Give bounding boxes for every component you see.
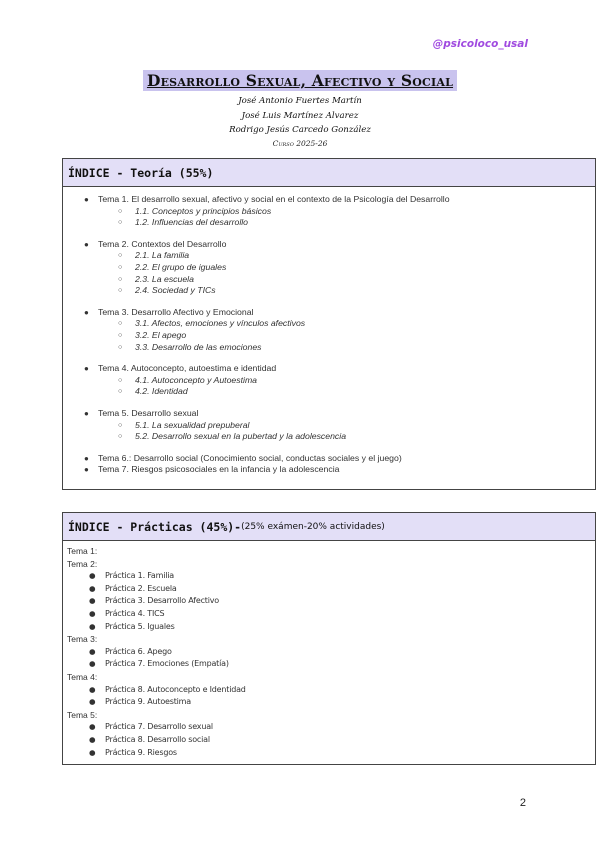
theory-subtopic [63, 250, 595, 262]
theory-subtopic [63, 217, 595, 229]
practice-item [67, 646, 595, 659]
theory-topic [63, 464, 595, 476]
circle-bullet-icon: ○ [118, 320, 123, 328]
theory-topic-list [63, 187, 595, 476]
practice-item [67, 621, 595, 634]
author-name: José Antonio Fuertes Martín [238, 96, 362, 106]
bullet-icon: ● [84, 453, 89, 463]
author-name: José Luis Martínez Alvarez [241, 110, 359, 121]
bullet-icon: ● [84, 195, 89, 204]
circle-bullet-icon: ○ [118, 252, 123, 260]
theory-subtopic-label: 5.1. La sexualidad prepuberal [135, 419, 250, 430]
practice-item-label: Práctica 1. Familia [105, 571, 174, 581]
circle-bullet-icon: ○ [118, 219, 123, 227]
theory-topic [63, 453, 595, 465]
course-year: Curso 2025-26 [272, 138, 328, 148]
practice-item-label: Práctica 8. Desarrollo social [105, 734, 210, 744]
theory-subtopic-label: 3.1. Afectos, emociones y vínculos afectivos [135, 318, 306, 329]
theory-subtopic-label: 1.1. Conceptos y principios básicos [135, 205, 272, 216]
bullet-icon: ● [89, 621, 96, 631]
bullet-icon: ● [89, 646, 96, 656]
theory-topic-label: Tema 2. Contextos del Desarrollo [98, 238, 227, 249]
practice-item-label: Práctica 6. Apego [105, 646, 172, 656]
practice-tema-label: Tema 5: [67, 709, 98, 720]
practice-tema-label: Tema 3: [67, 634, 98, 645]
bullet-icon: ● [84, 408, 89, 418]
bullet-icon: ● [89, 571, 96, 581]
practice-header-title: ÍNDICE - Prácticas (45%)- [68, 519, 242, 534]
page-number: 2 [519, 797, 526, 809]
practice-item-label: Práctica 3. Desarrollo Afectivo [105, 596, 219, 606]
practice-item-label: Práctica 7. Emociones (Empatía) [105, 659, 229, 669]
circle-bullet-icon: ○ [118, 388, 123, 396]
title-container [0, 70, 600, 91]
practice-item [67, 747, 595, 760]
theory-subtopic [63, 262, 595, 274]
theory-topic-label: Tema 3. Desarrollo Afectivo y Emocional [98, 306, 254, 317]
theory-subtopic [63, 342, 595, 354]
theory-subtopic [63, 274, 595, 286]
circle-bullet-icon: ○ [118, 287, 123, 295]
practice-item [67, 658, 595, 671]
bullet-icon: ● [89, 722, 96, 732]
practice-item-label: Práctica 5. Iguales [105, 621, 175, 631]
theory-topic-label: Tema 4. Autoconcepto, autoestima e identidad [98, 363, 277, 374]
bullet-icon: ● [89, 747, 96, 757]
bullet-icon: ● [84, 307, 89, 317]
circle-bullet-icon: ○ [118, 376, 123, 384]
document-title: Desarrollo Sexual, Afectivo y Social [143, 70, 457, 91]
practice-item-label: Práctica 4. TICS [105, 608, 165, 618]
bullet-icon: ● [89, 734, 96, 744]
theory-subtopic-label: 1.2. Influencias del desarrollo [135, 217, 249, 228]
practice-item [67, 696, 595, 709]
bullet-icon: ● [89, 583, 96, 593]
theory-subtopic-label: 2.3. La escuela [135, 273, 194, 284]
theory-index-header: ÍNDICE - Teoría (55%) [63, 159, 595, 187]
author-name: Rodrigo Jesús Carcedo González [229, 125, 371, 135]
theory-subtopic [63, 386, 595, 398]
theory-subtopic-label: 4.2. Identidad [135, 386, 188, 397]
practice-item [67, 595, 595, 608]
theory-topic [63, 239, 595, 251]
practice-tema-label: Tema 4: [67, 671, 98, 682]
practice-item [67, 684, 595, 697]
circle-bullet-icon: ○ [118, 207, 123, 215]
author-handle: @psicoloco_usal [432, 38, 528, 50]
bullet-icon: ● [89, 684, 96, 694]
bullet-icon: ● [89, 697, 96, 707]
circle-bullet-icon: ○ [118, 263, 123, 271]
bullet-icon: ● [84, 364, 89, 374]
practice-item [67, 608, 595, 621]
bullet-icon: ● [89, 659, 96, 669]
practice-item-label: Práctica 2. Escuela [105, 583, 177, 593]
theory-subtopic [63, 285, 595, 297]
theory-topic-label: Tema 7. Riesgos psicosociales en la infancia y la adolescencia [98, 464, 340, 475]
circle-bullet-icon: ○ [118, 343, 123, 351]
practice-list [63, 541, 595, 759]
theory-subtopic [63, 375, 595, 387]
circle-bullet-icon: ○ [118, 421, 123, 429]
theory-subtopic [63, 420, 595, 432]
theory-subtopic-label: 4.1. Autoconcepto y Autoestima [135, 374, 258, 385]
circle-bullet-icon: ○ [118, 275, 123, 283]
practice-index-box [62, 512, 596, 765]
theory-subtopic [63, 431, 595, 443]
practice-index-header [63, 513, 595, 541]
practice-item [67, 721, 595, 734]
practice-item-label: Práctica 9. Autoestima [105, 697, 191, 707]
practice-item [67, 734, 595, 747]
bullet-icon: ● [84, 465, 89, 475]
theory-subtopic-label: 2.1. La familia [135, 250, 190, 261]
bullet-icon: ● [89, 608, 96, 618]
theory-index-box [62, 158, 596, 490]
theory-subtopic [63, 318, 595, 330]
theory-subtopic-label: 5.2. Desarrollo sexual en la pubertad y la adolescencia [135, 431, 347, 442]
bullet-icon: ● [84, 239, 89, 249]
theory-topic [63, 363, 595, 375]
circle-bullet-icon: ○ [118, 331, 123, 339]
circle-bullet-icon: ○ [118, 433, 123, 441]
practice-item-label: Práctica 8. Autoconcepto e Identidad [105, 684, 246, 694]
bullet-icon: ● [89, 596, 96, 606]
authors-block [0, 94, 600, 150]
theory-topic-label: Tema 6.: Desarrollo social (Conocimiento social, conductas sociales y el juego) [98, 452, 402, 463]
theory-topic-label: Tema 1. El desarrollo sexual, afectivo y social en el contexto de la Psicología del Desarrollo [98, 194, 450, 204]
practice-item-label: Práctica 9. Riesgos [105, 747, 177, 757]
theory-subtopic [63, 330, 595, 342]
theory-subtopic [63, 206, 595, 218]
theory-topic [63, 408, 595, 420]
theory-subtopic-label: 2.4. Sociedad y TICs [135, 285, 216, 296]
theory-topic [63, 194, 595, 206]
theory-topic-label: Tema 5. Desarrollo sexual [98, 407, 199, 418]
theory-subtopic-label: 3.2. El apego [135, 329, 187, 340]
theory-subtopic-label: 2.2. El grupo de iguales [135, 261, 227, 272]
theory-subtopic-label: 3.3. Desarrollo de las emociones [135, 341, 262, 352]
practice-item-label: Práctica 7. Desarrollo sexual [105, 722, 213, 732]
practice-item [67, 583, 595, 596]
practice-item [67, 570, 595, 583]
practice-header-weights: (25% exámen-20% actividades) [241, 521, 385, 532]
theory-topic [63, 307, 595, 319]
practice-tema-label: Tema 2: [67, 558, 98, 569]
practice-tema-label: Tema 1: [67, 546, 98, 556]
